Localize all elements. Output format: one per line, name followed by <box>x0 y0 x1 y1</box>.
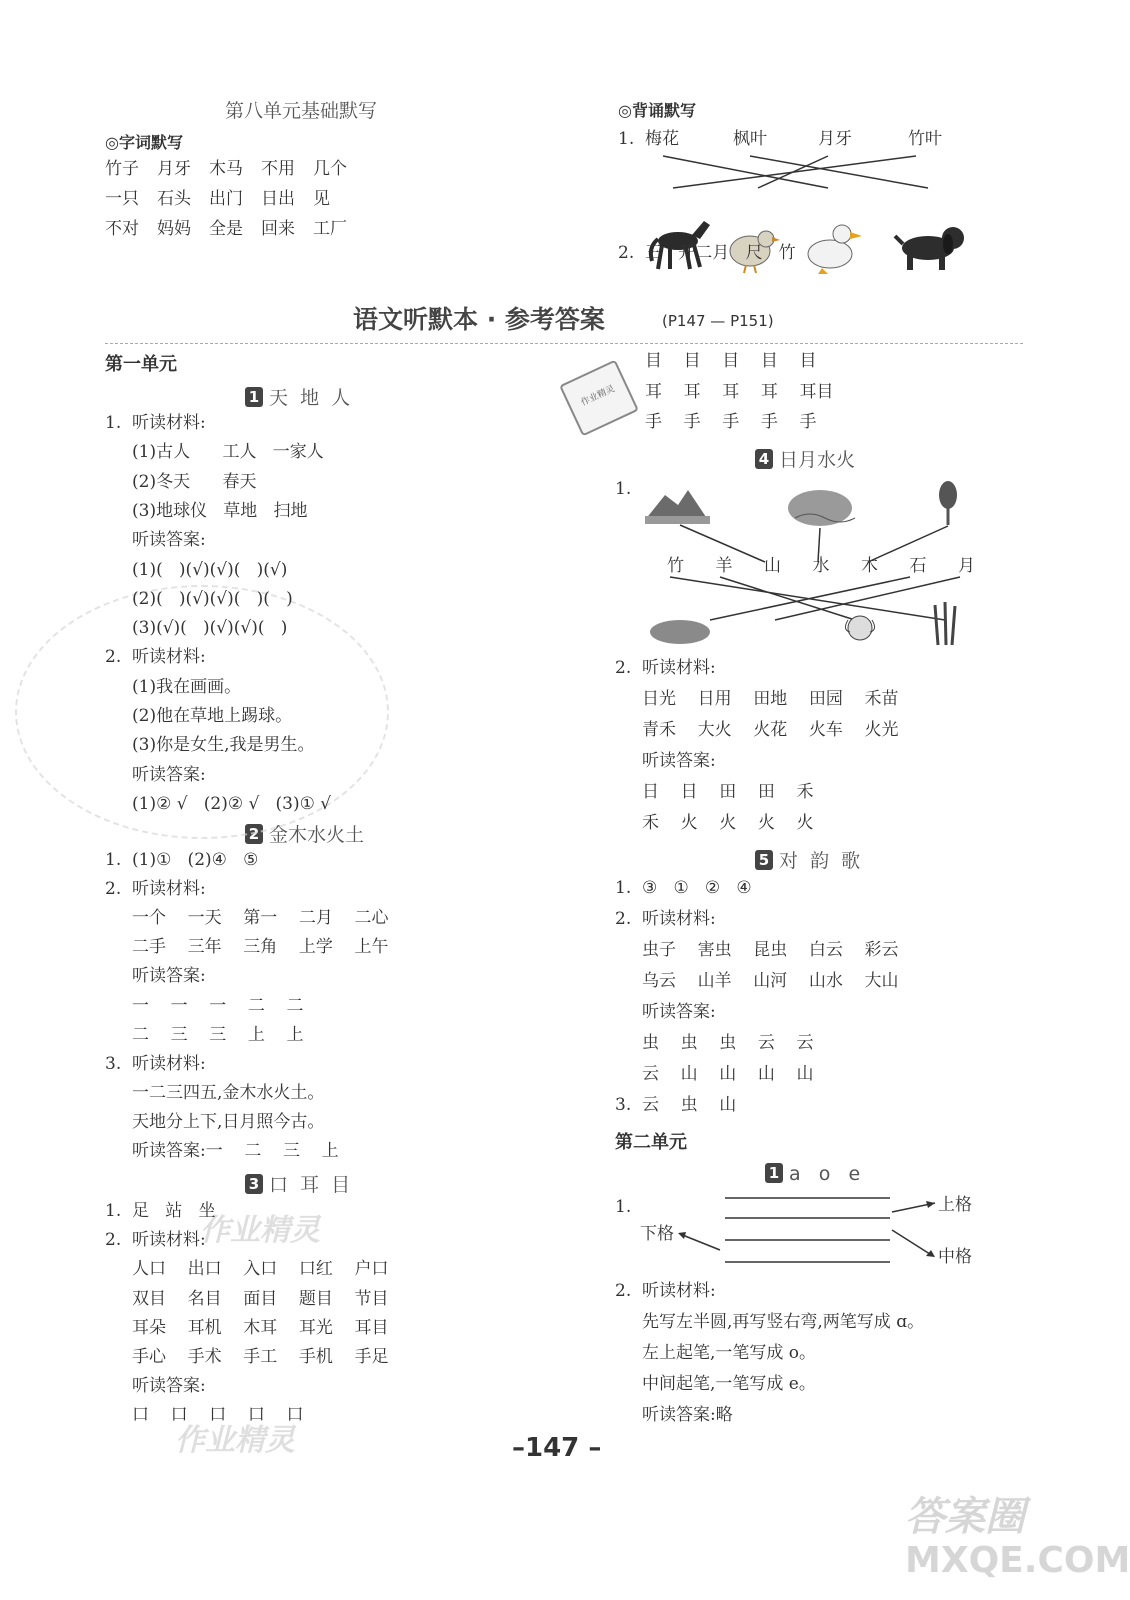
grid-label-mid: 中格 <box>938 1247 972 1267</box>
unit-two-title: 第二单元 <box>615 1132 687 1153</box>
unit-one-title: 第一单元 <box>105 354 177 375</box>
lesson-3-heading: 3 口 耳 目 <box>245 1170 350 1197</box>
text-line: 云 山 山 山 山 <box>642 1064 814 1084</box>
text-line: 1. (1)① (2)④ ⑤ <box>105 850 259 870</box>
text-line: 禾 火 火 火 火 <box>642 813 814 833</box>
grid-label-bottom: 下格 <box>640 1224 674 1244</box>
text-line: 天地分上下,日月照今古。 <box>132 1111 325 1132</box>
text-line: 一个 一天 第一 二月 二心 <box>132 908 389 929</box>
watermark-text: 作业精灵 <box>200 1213 320 1248</box>
header-divider <box>105 343 1023 344</box>
dog-icon <box>895 227 964 270</box>
lesson-2-heading: 2 金木水火土 <box>245 820 364 847</box>
match-character: 羊 <box>715 556 733 576</box>
answer-pages: (P147 — P151) <box>662 312 774 330</box>
lesson-badge: 1 <box>245 387 263 407</box>
text-line: 耳 耳 耳 耳 耳目 <box>645 381 834 402</box>
match-character: 竹 <box>667 556 684 576</box>
match-character: 山 <box>764 556 781 576</box>
text-line: 人口 出口 入口 口红 户口 <box>132 1259 389 1280</box>
text-line: (3)你是女生,我是男生。 <box>132 735 315 756</box>
moon-icon <box>755 620 790 649</box>
text-line: (1)② √ (2)② √ (3)① √ <box>132 793 332 814</box>
text-line: 2. 听读材料: <box>105 879 206 900</box>
lesson-4-heading: 4 日月水火 <box>755 445 855 472</box>
lesson-badge: 2 <box>245 824 263 844</box>
text-line: 日 日 田 田 禾 <box>642 782 814 802</box>
text-line: 2. 听读材料: <box>615 658 716 678</box>
unit2-q1: 1. <box>615 1197 632 1217</box>
text-line: 3. 听读材料: <box>105 1053 206 1074</box>
watermark-text: 作业精灵 <box>175 1423 295 1458</box>
tree-icon <box>939 481 957 525</box>
text-line: 3. 云 虫 山 <box>615 1095 737 1115</box>
text-line: (1)我在画画。 <box>132 676 242 697</box>
word-cell: 不用 <box>261 159 295 179</box>
sheep-icon <box>845 616 874 640</box>
q1-word: 竹叶 <box>908 129 942 149</box>
lesson-badge: 3 <box>245 1174 263 1194</box>
text-line: 听读答案: <box>132 966 206 987</box>
q1-word: 梅花 <box>645 129 679 149</box>
book-stamp-icon: 作业精灵 <box>559 360 639 437</box>
duck-icon <box>808 225 862 274</box>
top-left-section: ◎字词默写 <box>105 133 183 152</box>
match-character: 月 <box>958 556 975 576</box>
text-line: 听读答案: <box>132 530 206 551</box>
text-line: 2. 听读材料: <box>105 647 206 668</box>
text-line: 一二三四五,金木水火土。 <box>132 1082 325 1103</box>
word-cell: 竹子 <box>105 159 139 179</box>
text-line: 口 口 口 口 口 <box>132 1405 304 1426</box>
stone-icon <box>650 620 710 644</box>
lesson-badge: 1 <box>765 1163 783 1183</box>
watermark-text: MXQE.COM <box>905 1540 1130 1581</box>
lesson-badge: 5 <box>755 850 773 870</box>
word-cell: 妈妈 <box>157 219 191 239</box>
text-line: 听读答案: <box>132 1376 206 1397</box>
lesson-5-heading: 5 对 韵 歌 <box>755 846 860 873</box>
text-line: 听读答案: <box>132 764 206 785</box>
text-line: (2)他在草地上踢球。 <box>132 706 293 726</box>
top-left-title: 第八单元基础默写 <box>225 100 378 122</box>
match-character: 木 <box>861 556 878 576</box>
text-line: 2. 听读材料: <box>615 1281 716 1301</box>
text-line: 听读答案: <box>642 1002 716 1022</box>
text-line: 1. ③ ① ② ④ <box>615 878 752 898</box>
text-line: 二 三 三 上 上 <box>132 1024 304 1045</box>
four-line-grid <box>640 1190 1040 1280</box>
page-number: –147 – <box>512 1433 602 1463</box>
text-line: 一 一 一 二 二 <box>132 995 304 1016</box>
match-character: 石 <box>909 556 927 576</box>
word-cell: 工厂 <box>313 219 347 239</box>
text-line: (1)( )(√)(√)( )(√) <box>132 559 288 580</box>
text-line: 左上起笔,一笔写成 o。 <box>642 1343 817 1363</box>
q1-word: 枫叶 <box>733 129 767 149</box>
water-icon <box>788 490 855 526</box>
word-cell: 石头 <box>157 189 191 209</box>
text-line: 听读答案:一 二 三 上 <box>132 1141 339 1161</box>
text-line: 二手 三年 三角 上学 上午 <box>132 937 389 958</box>
watermark-text: 答案圈 <box>905 1494 1025 1540</box>
text-line: 虫子 害虫 昆虫 白云 彩云 <box>642 940 899 960</box>
text-line: 2. 听读材料: <box>615 909 716 929</box>
match-character: 水 <box>812 556 830 576</box>
grid-label-top: 上格 <box>938 1195 972 1215</box>
text-line: 手心 手术 手工 手机 手足 <box>132 1347 389 1367</box>
text-line: 双目 名目 面目 题目 节目 <box>132 1288 389 1309</box>
text-line: 1. 足 站 坐 <box>105 1201 216 1221</box>
text-line: 先写左半圆,再写竖右弯,两笔写成 ɑ。 <box>642 1312 925 1332</box>
word-cell: 一只 <box>105 189 139 209</box>
word-cell: 日出 <box>261 189 295 209</box>
text-line: 耳朵 耳机 木耳 耳光 耳目 <box>132 1317 389 1338</box>
text-line: (3)(√)( )(√)(√)( ) <box>132 618 288 639</box>
text-line: 听读答案:略 <box>642 1405 733 1425</box>
unit2-lesson-1-heading: 1 a o e <box>765 1163 860 1185</box>
word-cell: 几个 <box>313 159 347 179</box>
text-line: 日光 日用 田地 田园 禾苗 <box>642 689 899 709</box>
word-cell: 木马 <box>209 159 243 179</box>
lesson-badge: 4 <box>755 449 773 469</box>
text-line: 目 目 目 目 目 <box>645 351 817 371</box>
text-line: 听读答案: <box>642 751 716 771</box>
text-line: 手 手 手 手 手 <box>645 412 817 432</box>
bamboo-icon <box>935 602 955 645</box>
word-cell: 不对 <box>105 219 139 239</box>
word-cell: 见 <box>313 189 330 209</box>
lesson-4-q1: 1. <box>615 479 632 499</box>
word-cell: 全是 <box>209 219 243 239</box>
text-line: 1. 听读材料: <box>105 413 206 433</box>
q1-word: 月牙 <box>818 129 852 149</box>
q1-number: 1. <box>618 129 635 149</box>
word-cell: 月牙 <box>157 159 191 179</box>
lesson-1-heading: 1 天 地 人 <box>245 383 350 410</box>
mountain-icon <box>645 490 710 524</box>
text-line: (3)地球仪 草地 扫地 <box>132 500 308 521</box>
answer-title: 语文听默本 · 参考答案 <box>353 305 605 334</box>
top-right-q2: 2. 三 开二月 尺 竹 <box>618 243 796 263</box>
text-line: 2. 听读材料: <box>105 1230 206 1251</box>
text-line: (1)古人 工人 一家人 <box>132 442 324 463</box>
word-cell: 回来 <box>261 219 295 239</box>
text-line: 中间起笔,一笔写成 e。 <box>642 1374 816 1394</box>
text-line: 青禾 大火 火花 火车 火光 <box>642 720 899 740</box>
text-line: 乌云 山羊 山河 山水 大山 <box>642 971 899 991</box>
text-line: (2)( )(√)(√)( )( ) <box>132 588 293 609</box>
text-line: 虫 虫 虫 云 云 <box>642 1033 814 1053</box>
top-right-block <box>618 96 1018 276</box>
word-cell: 出门 <box>209 189 243 209</box>
text-line: (2)冬天 春天 <box>132 471 257 492</box>
top-right-section: ◎背诵默写 <box>618 101 696 120</box>
